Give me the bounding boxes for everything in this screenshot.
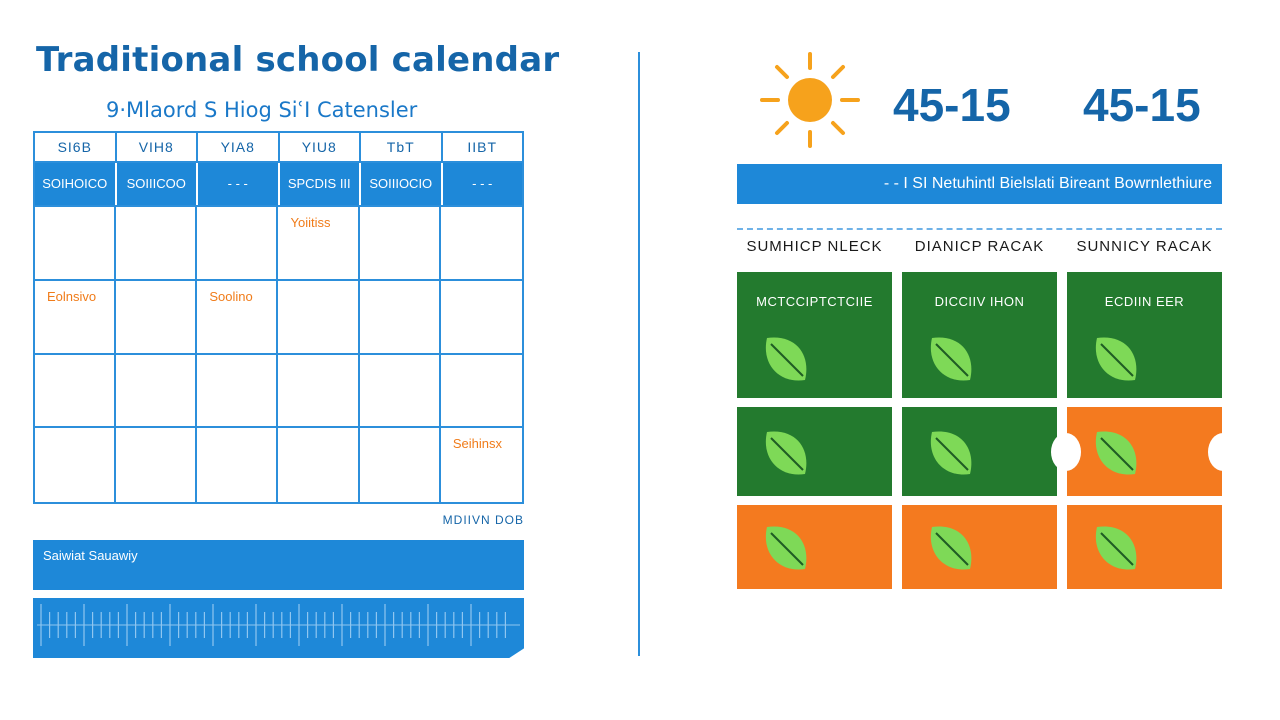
calendar-header-cell: TbT: [361, 133, 443, 161]
leaf-icon: [922, 424, 978, 480]
rotation-tile: [902, 505, 1057, 589]
left-subtitle: 9·Mlaord S Hiog SiՙI Catensler: [106, 98, 418, 122]
calendar-highlight-cell: SOIIICOO: [117, 163, 199, 205]
calendar-event-label: Seihinsx: [452, 436, 502, 452]
calendar-cell: [278, 281, 359, 355]
leaf-icon: [1087, 424, 1143, 480]
calendar-cell: [441, 428, 522, 502]
calendar-cell: [278, 355, 359, 429]
calendar-body: [35, 207, 522, 502]
summer-bar-label: Saiwiat Sauawiy: [43, 548, 138, 563]
calendar-highlight-cell: SPCDIS III: [280, 163, 362, 205]
column-label: DIANICP RACAK: [914, 238, 1045, 255]
leaf-icon: [1087, 519, 1143, 575]
panel-divider: [638, 52, 640, 656]
calendar-event-label: Eolnsivo: [47, 288, 97, 304]
calendar-highlight-cell: SOIIIOCIO: [361, 163, 443, 205]
leaf-icon: [757, 330, 813, 386]
column-label: SUNNICY RACAK: [1076, 238, 1213, 255]
calendar-cell: [278, 428, 359, 502]
calendar-event-label: Yoiitiss: [290, 215, 331, 230]
calendar-cell: [441, 281, 522, 355]
calendar-highlight-cell: - - -: [198, 163, 280, 205]
rotation-tile: [902, 407, 1057, 496]
calendar-cell: [116, 207, 197, 281]
calendar-header-cell: VIH8: [117, 133, 199, 161]
calendar-cell: [197, 281, 278, 355]
leaf-icon: [1087, 330, 1143, 386]
calendar-cell: [360, 355, 441, 429]
ruler-ticks: [33, 598, 524, 658]
calendar-highlight-row: [35, 161, 522, 207]
ruler-bar: [33, 598, 524, 658]
rotation-tile-label: MCTCCIPTCTCIIE: [756, 294, 873, 309]
rotation-tile: [1067, 505, 1222, 589]
calendar-header-row: [35, 133, 522, 161]
calendar-cell: [278, 207, 359, 281]
calendar-cell: [441, 355, 522, 429]
right-banner: - - I SI Netuhintl Bielslati Bireant Bowrnlethiure: [737, 164, 1222, 204]
dashed-divider: [737, 228, 1222, 230]
calendar-header-cell: IIBT: [467, 139, 498, 155]
rotation-number: 45-15: [893, 79, 1011, 131]
calendar-cell: [197, 355, 278, 429]
summer-break-bar: [33, 540, 524, 590]
calendar-header-cell: YIU8: [280, 133, 362, 161]
calendar-cell: [116, 428, 197, 502]
ticket-notch: [1051, 433, 1081, 471]
rotation-tile: [1067, 407, 1222, 496]
rotation-tile: [737, 407, 892, 496]
rotation-tile-label: ECDIIN EER: [1104, 294, 1185, 309]
calendar-cell: [35, 428, 116, 502]
calendar-cell: [360, 428, 441, 502]
rotation-tile: [737, 272, 892, 398]
legend-note: MDIIVN DOB: [442, 513, 524, 527]
leaf-icon: [757, 519, 813, 575]
rotation-tile: [737, 505, 892, 589]
rotation-tile: [1067, 272, 1222, 398]
calendar-cell: [360, 207, 441, 281]
leaf-icon: [757, 424, 813, 480]
leaf-icon: [922, 330, 978, 386]
rotation-tile-label: DICCIIV IHON: [934, 294, 1025, 309]
column-label: SUMHICP NLECK: [746, 238, 883, 255]
calendar-cell: [35, 355, 116, 429]
calendar-event-label: Soolino: [209, 288, 253, 304]
calendar-cell: [116, 281, 197, 355]
calendar-cell: [116, 355, 197, 429]
rotation-number: 45-15: [1083, 79, 1201, 131]
calendar-highlight-cell: SOIHOICO: [35, 163, 117, 205]
calendar-header-cell: SI6B: [35, 133, 117, 161]
calendar-highlight-cell: - - -: [443, 163, 523, 205]
calendar-cell: [197, 207, 278, 281]
calendar-header-cell: YIA8: [198, 133, 280, 161]
calendar-cell: [197, 428, 278, 502]
calendar-cell: [35, 281, 116, 355]
ticket-notch: [1208, 433, 1238, 471]
leaf-icon: [922, 519, 978, 575]
traditional-calendar-grid: [33, 131, 524, 504]
calendar-cell: [360, 281, 441, 355]
rotation-tile: [902, 272, 1057, 398]
left-title: Traditional school calendar: [36, 40, 560, 80]
sun-icon: [760, 52, 860, 148]
calendar-cell: [441, 207, 522, 281]
calendar-cell: [35, 207, 116, 281]
